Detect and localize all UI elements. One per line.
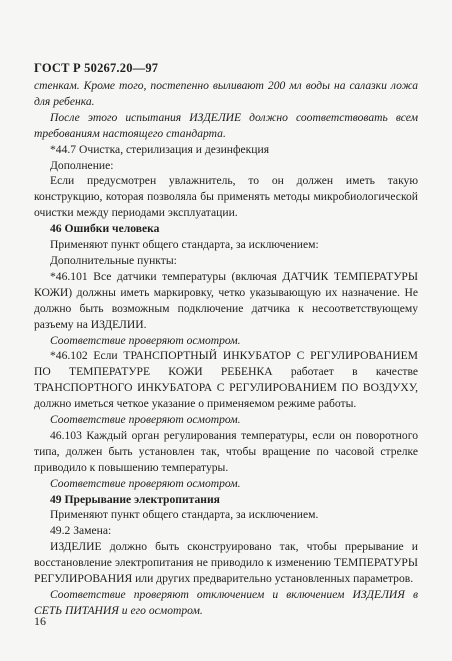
paragraph: *44.7 Очистка, стерилизация и дезинфекция	[50, 142, 270, 156]
paragraph: Если предусмотрен увлажнитель, то он должен иметь такую конструкцию, которая позволяла бы применять методы микробиологической очистки между периодами эксплуатации.	[34, 174, 418, 220]
paragraph: Соответствие проверяют осмотром.	[50, 333, 241, 347]
paragraph: Дополнение:	[50, 158, 114, 172]
paragraph: *46.101 Все датчики температуры (включая ДАТЧИК ТЕМПЕРАТУРЫ КОЖИ) должны иметь маркировку, четко указывающую их назначение. Не должно быть возможным подключение датчика к несоответствующему разъему на ИЗДЕЛИИ.	[34, 269, 418, 331]
paragraph: 46.103 Каждый орган регулирования температуры, если он поворотного типа, должен быть установлен так, чтобы вращение по часовой стрелке приводило к повышению температуры.	[34, 428, 418, 474]
paragraph: После этого испытания ИЗДЕЛИЕ должно соответствовать всем требованиям настоящего стандарта.	[34, 110, 418, 140]
paragraph: Дополнительные пункты:	[50, 253, 177, 267]
paragraph: Применяют пункт общего стандарта, за исключением:	[50, 238, 319, 252]
paragraph: 49.2 Замена:	[50, 524, 112, 538]
standard-header: ГОСТ Р 50267.20—97	[34, 61, 159, 75]
paragraph: ИЗДЕЛИЕ должно быть сконструировано так, чтобы прерывание и восстановление электропитания не приводило к изменению ТЕМПЕРАТУРЫ РЕГУЛИРОВАНИЯ или других предварительно установленных параметров.	[34, 540, 418, 586]
document-body	[34, 78, 418, 619]
paragraph: стенкам. Кроме того, постепенно выливают 200 мл воды на салазки ложа для ребенка.	[34, 79, 418, 108]
paragraph: 49 Прерывание электропитания	[50, 492, 220, 506]
paragraph: Применяют пункт общего стандарта, за исключением.	[50, 508, 319, 522]
page-number: 16	[34, 614, 46, 628]
paragraph: Соответствие проверяют осмотром.	[50, 476, 241, 490]
paragraph: Соответствие проверяют осмотром.	[50, 413, 241, 427]
paragraph: *46.102 Если ТРАНСПОРТНЫЙ ИНКУБАТОР С РЕГУЛИРОВАНИЕМ ПО ТЕМПЕРАТУРЕ КОЖИ РЕБЕНКА работает в качестве ТРАНСПОРТНОГО ИНКУБАТОРА С РЕГУЛИРОВАНИЕМ ПО ВОЗДУХУ, должно иметься четкое указание о применяемом режиме работы.	[34, 349, 418, 411]
paragraph: 46 Ошибки человека	[50, 222, 160, 236]
paragraph: Соответствие проверяют отключением и включением ИЗДЕЛИЯ в СЕТЬ ПИТАНИЯ и его осмотром.	[34, 588, 418, 617]
